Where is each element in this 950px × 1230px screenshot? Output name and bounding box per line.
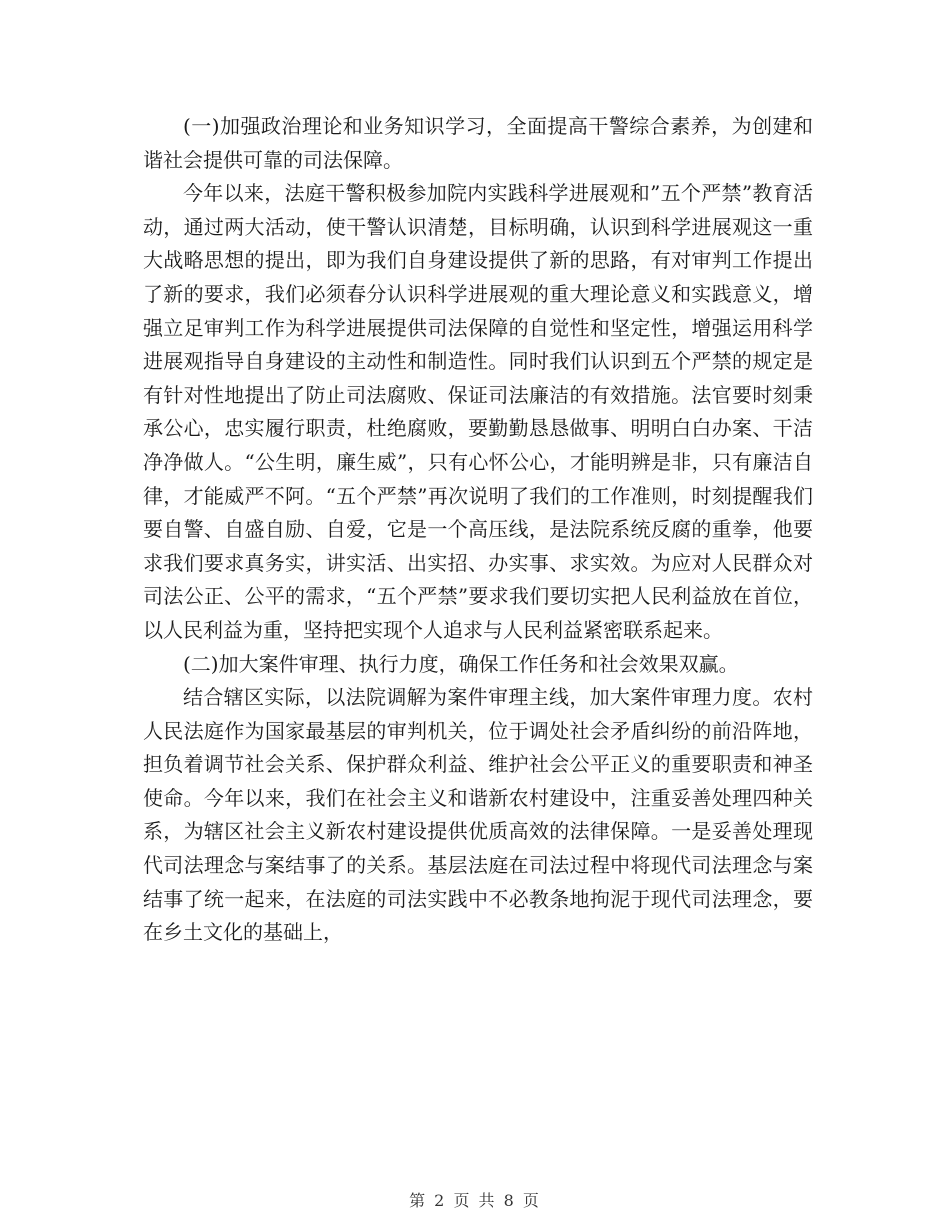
page-footer — [0, 1188, 950, 1211]
page-number-label: 第 2 页 共 8 页 — [409, 1191, 541, 1210]
paragraph-section-one-heading: (一)加强政治理论和业务知识学习，全面提高干警综合素养，为创建和谐社会提供可靠的司法保障。 — [143, 114, 813, 172]
paragraph-section-two-body: 结合辖区实际，以法院调解为案件审理主线，加大案件审理力度。农村人民法庭作为国家最基层的审判机关，位于调处社会矛盾纠纷的前沿阵地，担负着调节社会关系、保护群众利益、维护社会公平正义的重要职责和神圣使命。今年以来，我们在社会主义和谐新农村建设中，注重妥善处理四种关系，为辖区社会主义新农村建设提供优质高效的法律保障。一是妥善处理现代司法理念与案结事了的关系。基层法庭在司法过程中将现代司法理念与案结事了统一起来，在法庭的司法实践中不必教条地拘泥于现代司法理念，要在乡土文化的基础上， — [143, 685, 813, 945]
paragraph-section-two-heading: (二)加大案件审理、执行力度，确保工作任务和社会效果双赢。 — [183, 651, 739, 676]
paragraph-section-one-body: 今年以来，法庭干警积极参加院内实践科学进展观和”五个严禁”教育活动，通过两大活动，使干警认识清楚，目标明确，认识到科学进展观这一重大战略思想的提出，即为我们自身建设提供了新的思路，有对审判工作提出了新的要求，我们必须春分认识科学进展观的重大理论意义和实践意义，增强立足审判工作为科学进展提供司法保障的自觉性和坚定性，增强运用科学进展观指导自身建设的主动性和制造性。同时我们认识到五个严禁的规定是有针对性地提出了防止司法腐败、保证司法廉洁的有效措施。法官要时刻秉承公心，忠实履行职责，杜绝腐败，要勤勤恳恳做事、明明白白办案、干洁净净做人。“公生明，廉生威”，只有心怀公心，才能明辨是非，只有廉洁自律，才能威严不阿。“五个严禁”再次说明了我们的工作准则，时刻提醒我们要自警、自盛自励、自爱，它是一个高压线，是法院系统反腐的重拳，他要求我们要求真务实，讲实活、出实招、办实事、求实效。为应对人民群众对司法公正、公平的需求，“五个严禁”要求我们要切实把人民利益放在首位，以人民利益为重，坚持把实现个人追求与人民利益紧密联系起来。 — [143, 181, 813, 642]
document-body — [143, 110, 813, 950]
